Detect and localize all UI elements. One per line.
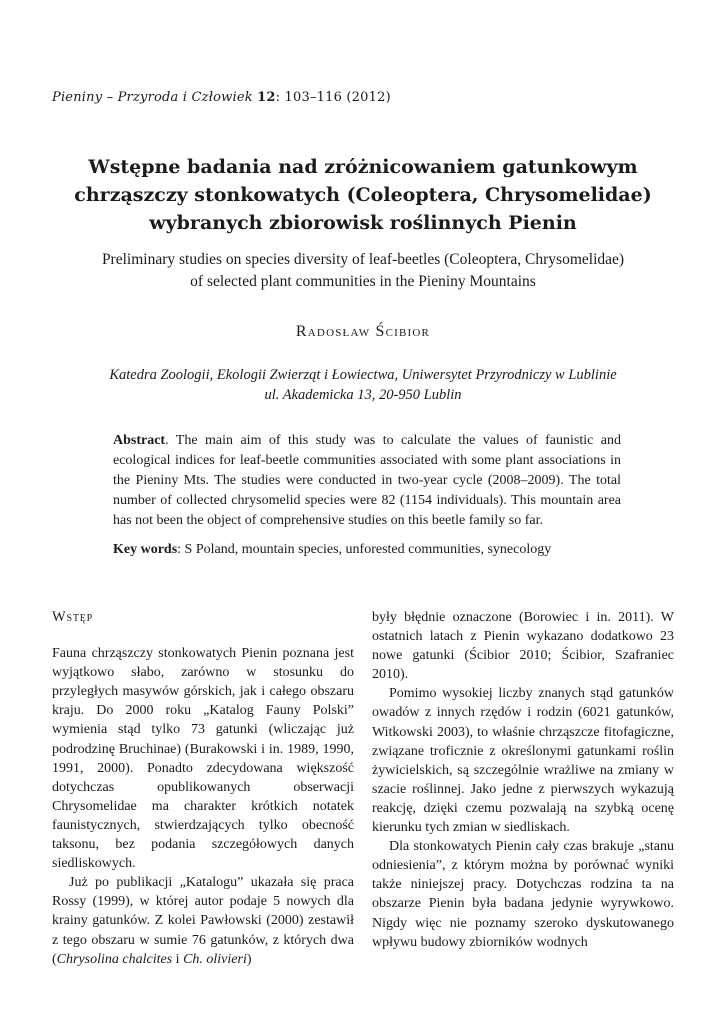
abstract-paragraph <box>113 431 621 531</box>
article-title <box>52 153 674 237</box>
left-paragraph-2-text: Już po publikacji „Katalogu” ukazała się praca Rossy (1999), w której autor podaje 5 nowych dla krainy gatunków. Z kolei Pawłowski (2000) zestawił z tego obszaru w sumie 76 gatunków, z których dwa ( <box>52 875 354 967</box>
keywords-line <box>113 540 621 560</box>
journal-pages-year: : 103–116 (2012) <box>275 90 391 105</box>
left-paragraph-2-conjunction: i <box>172 951 184 967</box>
right-column <box>372 608 674 969</box>
left-paragraph-2 <box>52 873 354 968</box>
journal-title: Pieniny – Przyroda i Człowiek <box>52 90 258 105</box>
affiliation-line-1: Katedra Zoologii, Ekologii Zwierząt i Łowiectwa, Uniwersytet Przyrodniczy w Lublinie <box>109 367 617 383</box>
left-paragraph-2-close: ) <box>246 951 252 967</box>
title-line-1: Wstępne badania nad zróżnicowaniem gatunkowym <box>88 156 638 178</box>
keywords-text: : S Poland, mountain species, unforested communities, synecology <box>177 542 552 557</box>
species-name-ch-olivieri: Ch. olivieri <box>183 951 247 967</box>
left-paragraph-1: Fauna chrząszczy stonkowatych Pienin poznana jest wyjątkowo słabo, zarówno w stosunku do przyległych masywów górskich, jak i całego obszaru kraju. Do 2000 roku „Katalog Fauny Polski” wymienia stąd tylko 73 gatunki (wliczając już podrodzinę Bruchinae) (Burakowski i in. 1989, 1990, 1991, 2000). Ponadto zdecydowana większość dotychczas opublikowanych obserwacji Chrysomelidae ma charakter krótkich notatek faunistycznych, stwierdzających tylko obecność taksonu, bez podania szczegółowych danych siedliskowych. <box>52 646 354 872</box>
right-paragraph-2: Pomimo wysokiej liczby znanych stąd gatunków owadów z innych rzędów i rodzin (6021 gatunków, Witkowski 2003), to właśnie chrząszcze fitofagiczne, związane troficznie z określonymi gatunkami roślin żywicielskich, są szczególnie wrażliwe na zmiany w szacie roślinnej. Jako jedne z pierwszych wykazują reakcję, dzięki czemu pozwalają na szybką ocenę kierunku tych zmian w siedliskach. <box>372 686 674 836</box>
title-line-3: wybranych zbiorowisk roślinnych Pienin <box>149 212 577 234</box>
right-paragraph-1: były błędnie oznaczone (Borowiec i in. 2011). W ostatnich latach z Pienin wykazano dodatkowo 23 nowe gatunki (Ścibior 2010; Ścibior, Szafraniec 2010). <box>372 610 674 683</box>
body-columns <box>52 608 674 969</box>
article-subtitle <box>52 249 674 293</box>
affiliation-line-2: ul. Akademicka 13, 20-950 Lublin <box>264 387 462 403</box>
journal-header <box>52 90 391 105</box>
author-name: Radosław Ścibior <box>295 323 431 340</box>
section-heading-wstep: Wstęp <box>52 609 94 625</box>
abstract-label: Abstract <box>113 433 166 448</box>
journal-volume: 12 <box>257 90 276 105</box>
species-name-chrysolina-chalcites: Chrysolina chalcites <box>56 951 173 967</box>
abstract-text: . The main aim of this study was to calculate the values of faunistic and ecological indices for leaf-beetle communities associated with some plant associations in the Pieniny Mts. The studies were conducted in two-year cycle (2008–2009). The total number of collected chrysomelid species were 82 (1154 individuals). This mountain area has not been the object of comprehensive studies on this beetle family so far. <box>113 433 621 528</box>
affiliation <box>52 365 674 405</box>
subtitle-line-1: Preliminary studies on species diversity of leaf-beetles (Coleoptera, Chrysomelidae) <box>101 251 625 268</box>
subtitle-line-2: of selected plant communities in the Pieniny Mountains <box>190 273 536 290</box>
title-line-2: chrząszczy stonkowatych (Coleoptera, Chrysomelidae) <box>74 184 652 206</box>
keywords-label: Key words <box>113 542 178 557</box>
left-column <box>52 608 354 969</box>
abstract-block <box>113 431 621 560</box>
right-paragraph-3: Dla stonkowatych Pienin cały czas brakuje „stanu odniesienia”, z którym można by porównać wyniki także niniejszej pracy. Dotychczas rodzina ta na obszarze Pienin była badana jedynie wyrywkowo. Nigdy więc nie poznamy szeroko dyskutowanego wpływu budowy zbiorników wodnych <box>372 839 674 950</box>
